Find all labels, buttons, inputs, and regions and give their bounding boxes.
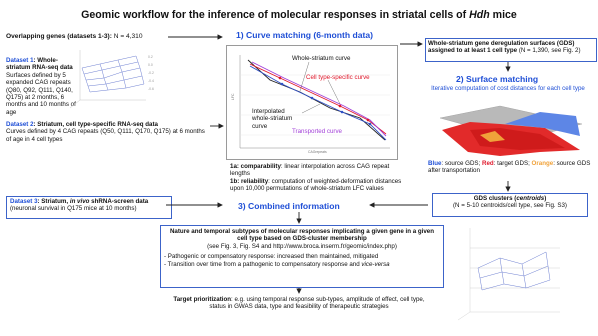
interpolated-label: Interpolated whole-striatum curve (252, 108, 293, 130)
legend-orange-text: : source GDS after transportation (428, 160, 591, 175)
whole-striatum-label: Whole-striatum curve (292, 55, 351, 62)
step2-subtitle: Iterative computation of cost distances for each cell type (431, 85, 585, 92)
nature-bullet-2-italic: vice-versa (361, 260, 390, 268)
note-1b-text: : computation of weighted-deformation distances upon 10,000 permutations of whole-striatum LFC values (230, 177, 402, 193)
dataset3-title-italic: in vivo (69, 198, 90, 205)
gds-count: (N = 1,390, see Fig. 2) (518, 47, 581, 55)
note-1a-text: : linear interpolation across CAG repeat lengths (230, 163, 390, 178)
nature-title: Nature and temporal subtypes of molecular responses implicating a given gene in a given cell type based on GDS-cluster membership (169, 228, 435, 243)
dataset1-title: : Whole-striatum RNA-seq data (6, 57, 73, 72)
legend-orange: Orange (531, 160, 554, 167)
dataset1-label: Dataset 1 (6, 57, 34, 64)
gds-title: Whole-striatum gene deregulation surfaces (GDS) assigned to at least 1 cell type (428, 40, 575, 55)
clusters-title: GDS clusters ( (473, 195, 517, 202)
svg-text:0.2: 0.2 (148, 55, 153, 59)
title-italic: Hdh (469, 9, 490, 21)
overlap-count: N = 4,310 (113, 33, 143, 40)
clusters-title-suffix: ) (544, 195, 547, 202)
target-text: : e.g. using temporal response sub-types, amplitude of effect, cell type, status in GWAS data, type and feasibility of therapeutic strategies (209, 296, 425, 311)
nature-ref: (see Fig. 3, Fig. S4 and http://www.broca.inserm.fr/geomic/index.php) (207, 242, 397, 250)
legend-red: Red (482, 160, 494, 167)
target-label: Target prioritization (173, 296, 232, 303)
nature-bullet-1: - Pathogenic or compensatory response: increased then maintained, mitigated (164, 253, 379, 261)
dataset3-desc: (neuronal survival in Q175 mice at 10 months) (10, 205, 137, 213)
dataset3-title: : Striatum, (37, 198, 70, 205)
dataset3-title-suffix: shRNA-screen data (89, 198, 149, 205)
transported-label: Transported curve (292, 128, 342, 135)
dataset2-title: : Striatum, cell type-specific RNA-seq data (33, 121, 158, 128)
note-1a-label: 1a: comparability (230, 163, 281, 170)
legend-blue: Blue (428, 160, 442, 167)
dataset1-desc: Surfaces defined by 5 expanded CAG repeats (Q80, Q92, Q111, Q140, Q175) at 2 months, 6 months and 10 months of age (6, 71, 76, 116)
svg-text:-0.4: -0.4 (148, 79, 154, 83)
legend-red-text: : target GDS; (493, 160, 532, 167)
x-axis-label: CAGrepeats (308, 150, 327, 154)
svg-text:-0.2: -0.2 (148, 71, 154, 75)
title-suffix: mice (489, 9, 517, 21)
svg-text:0.0: 0.0 (148, 63, 153, 67)
dataset2-desc: Curves defined by 4 CAG repeats (Q50, Q111, Q170, Q175) at 6 months of age in 4 cell types (6, 128, 205, 143)
legend-blue-text: : source GDS; (441, 160, 482, 167)
target-block (172, 296, 426, 311)
step1-title: 1) Curve matching (6-month data) (236, 30, 374, 40)
step3-title: 3) Combined information (238, 201, 340, 211)
cell-type-label: Cell type-specific curve (306, 74, 370, 81)
overlap-label: Overlapping genes (datasets 1-3): (6, 33, 114, 40)
step2-title: 2) Surface matching (456, 74, 539, 84)
note-1b-label: 1b: reliability (230, 177, 269, 185)
nature-bullet-2: - Transition over time from a pathogenic to compensatory response and (164, 260, 362, 268)
y-axis-label: LFC (231, 93, 235, 100)
clusters-sub: (N = 5-10 centroids/cell type, see Fig. S3) (452, 202, 567, 210)
clusters-title-italic: centroids (516, 195, 545, 202)
title-text: Geomic workflow for the inference of molecular responses in striatal cells of (81, 9, 470, 21)
nature-box (160, 225, 444, 288)
dataset3-label: Dataset 3 (10, 198, 38, 205)
svg-text:-0.6: -0.6 (148, 87, 154, 91)
dataset2-label: Dataset 2 (6, 121, 34, 128)
